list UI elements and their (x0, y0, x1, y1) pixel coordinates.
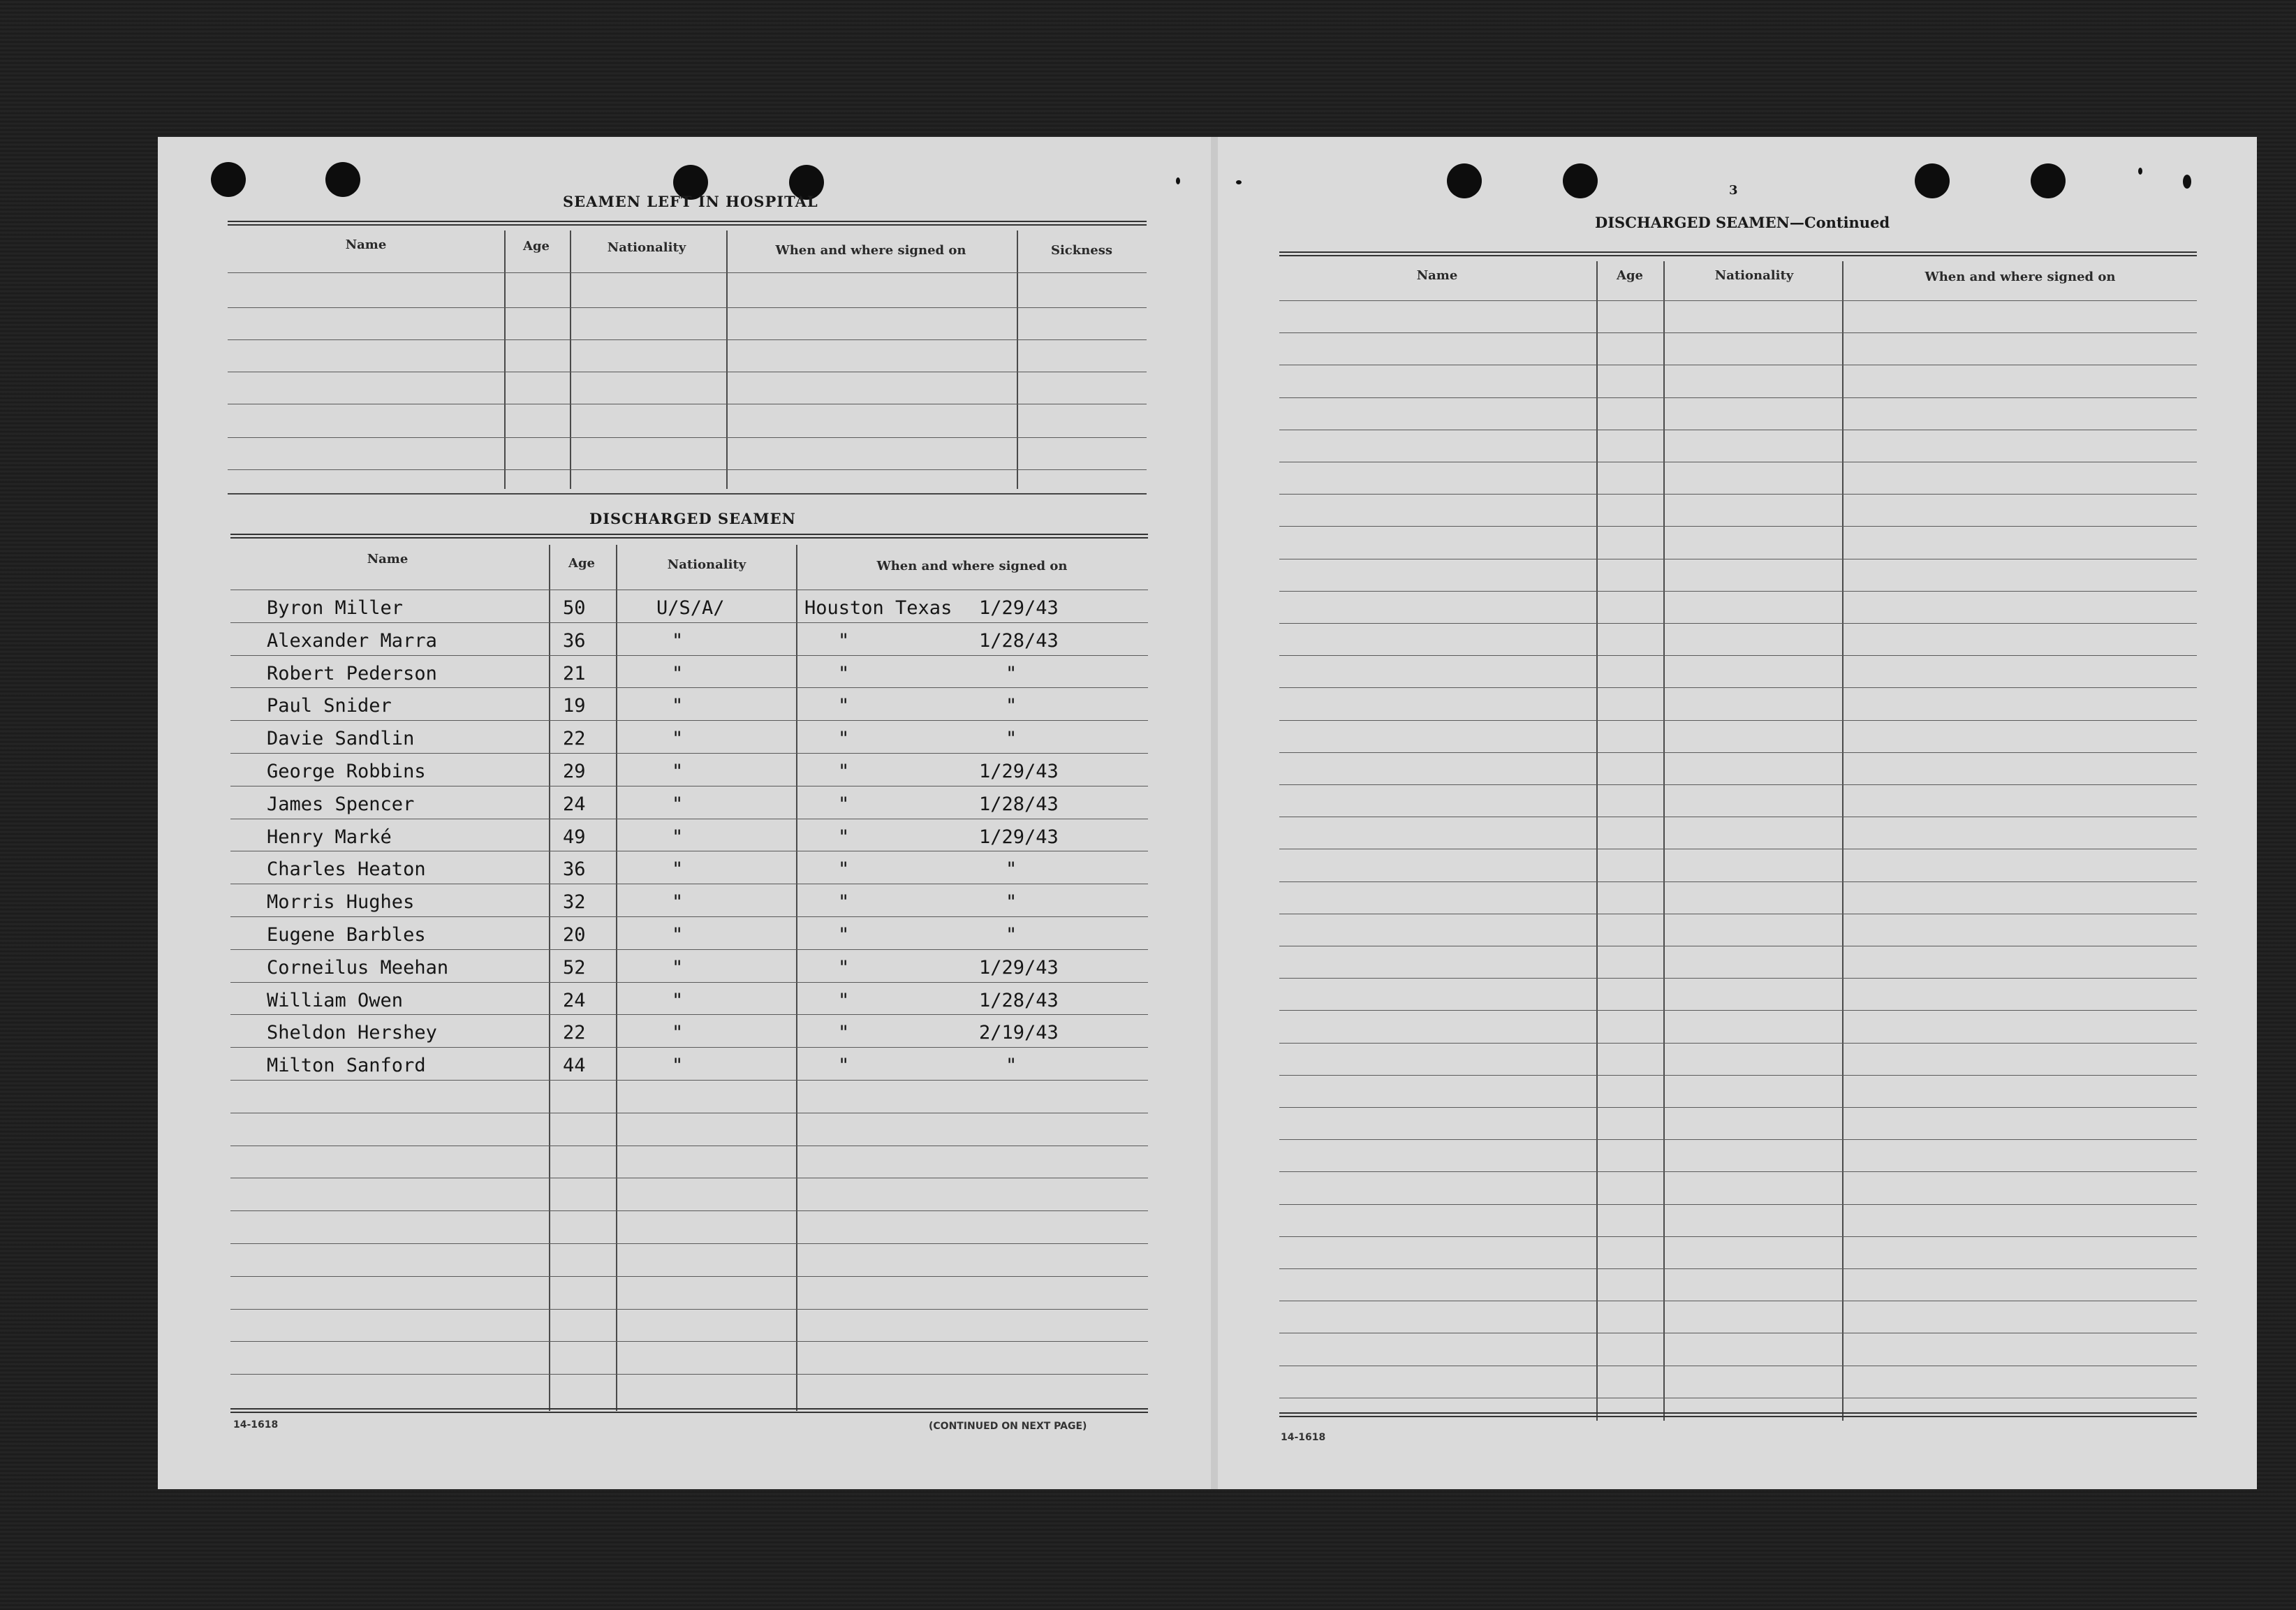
column-header-sickness: Sickness (1050, 243, 1113, 258)
page-fold (1211, 137, 1218, 1489)
row-rule (1279, 591, 2197, 592)
signed-on-place: " (838, 990, 850, 1011)
column-header-name: Name (1416, 268, 1458, 283)
signed-on-date: " (1006, 695, 1017, 717)
signed-on-place: Houston Texas (804, 597, 952, 619)
seaman-nationality: U/S/A/ (656, 597, 725, 619)
speck (1176, 177, 1180, 184)
signed-on-date: 1/29/43 (979, 761, 1059, 782)
row-rule (1279, 332, 2197, 333)
column-divider (726, 230, 728, 489)
seaman-name: Robert Pederson (267, 663, 437, 685)
discharged-section-title: DISCHARGED SEAMEN (589, 510, 796, 527)
table-rule (228, 221, 1147, 226)
column-header-nationality: Nationality (667, 557, 746, 572)
column-header-signed-on: When and where signed on (1925, 270, 2116, 284)
signed-on-place: " (838, 826, 850, 848)
seaman-age: 21 (563, 663, 586, 685)
signed-on-place: " (838, 957, 850, 979)
row-rule (1279, 300, 2197, 301)
hospital-section-title: SEAMEN LEFT IN HOSPITAL (563, 193, 818, 210)
row-rule (230, 1014, 1148, 1015)
seaman-name: Henry Marké (267, 826, 392, 848)
row-rule (1279, 1268, 2197, 1269)
table-rule (1279, 251, 2197, 256)
seaman-nationality: " (672, 728, 684, 749)
seaman-name: Paul Snider (267, 695, 392, 717)
row-rule (1279, 752, 2197, 753)
seaman-name: Byron Miller (267, 597, 404, 619)
column-header-age: Age (568, 556, 595, 571)
row-rule (1279, 881, 2197, 882)
seaman-name: Alexander Marra (267, 630, 437, 652)
row-rule (1279, 526, 2197, 527)
row-rule (230, 916, 1148, 917)
table-rule (1279, 1412, 2197, 1417)
seaman-nationality: " (672, 663, 684, 685)
continued-note: (CONTINUED ON NEXT PAGE) (929, 1421, 1087, 1432)
row-rule (1279, 784, 2197, 785)
signed-on-date: " (1006, 728, 1017, 749)
row-rule (230, 1243, 1148, 1244)
seaman-nationality: " (672, 924, 684, 946)
signed-on-place: " (838, 858, 850, 880)
signed-on-place: " (838, 728, 850, 749)
speck (2183, 175, 2191, 189)
seaman-age: 29 (563, 761, 586, 782)
seaman-name: Morris Hughes (267, 891, 415, 913)
row-rule (228, 493, 1147, 495)
column-divider (1842, 261, 1844, 1421)
punch-hole (211, 162, 246, 197)
row-rule (228, 272, 1147, 273)
column-header-age: Age (1616, 268, 1643, 283)
row-rule (230, 720, 1148, 721)
seaman-age: 22 (563, 1022, 586, 1044)
table-rule (230, 534, 1148, 539)
seaman-age: 36 (563, 630, 586, 652)
column-divider (616, 545, 617, 1411)
row-rule (1279, 1139, 2197, 1140)
seaman-name: William Owen (267, 990, 404, 1011)
seaman-age: 22 (563, 728, 586, 749)
row-rule (230, 1309, 1148, 1310)
signed-on-date: 1/29/43 (979, 597, 1059, 619)
signed-on-place: " (838, 891, 850, 913)
row-rule (1279, 623, 2197, 624)
row-rule (228, 307, 1147, 308)
signed-on-place: " (838, 761, 850, 782)
seaman-name: Sheldon Hershey (267, 1022, 437, 1044)
row-rule (230, 982, 1148, 983)
row-rule (230, 1341, 1148, 1342)
seaman-age: 24 (563, 793, 586, 815)
seaman-nationality: " (672, 957, 684, 979)
seaman-age: 19 (563, 695, 586, 717)
form-number: 14-1618 (233, 1419, 279, 1430)
row-rule (1279, 1010, 2197, 1011)
signed-on-date: " (1006, 858, 1017, 880)
seaman-nationality: " (672, 695, 684, 717)
row-rule (228, 339, 1147, 340)
signed-on-date: " (1006, 663, 1017, 685)
signed-on-place: " (838, 1022, 850, 1044)
signed-on-date: 1/28/43 (979, 630, 1059, 652)
seaman-name: George Robbins (267, 761, 426, 782)
seaman-nationality: " (672, 761, 684, 782)
row-rule (230, 655, 1148, 656)
punch-hole (1563, 163, 1598, 198)
column-divider (549, 545, 550, 1411)
seaman-name: James Spencer (267, 793, 415, 815)
row-rule (230, 1210, 1148, 1211)
seaman-name: Corneilus Meehan (267, 957, 449, 979)
seaman-age: 50 (563, 597, 586, 619)
seaman-name: Milton Sanford (267, 1055, 426, 1076)
seaman-name: Charles Heaton (267, 858, 426, 880)
punch-hole (1915, 163, 1950, 198)
row-rule (228, 437, 1147, 438)
column-header-name: Name (345, 237, 387, 252)
punch-hole (2031, 163, 2066, 198)
row-rule (1279, 720, 2197, 721)
punch-hole (325, 162, 360, 197)
column-header-nationality: Nationality (607, 240, 686, 255)
seaman-age: 24 (563, 990, 586, 1011)
seaman-nationality: " (672, 793, 684, 815)
speck (1236, 180, 1242, 184)
signed-on-date: " (1006, 924, 1017, 946)
signed-on-date: " (1006, 1055, 1017, 1076)
signed-on-date: 1/29/43 (979, 826, 1059, 848)
signed-on-place: " (838, 793, 850, 815)
column-divider (1017, 230, 1018, 489)
seaman-age: 49 (563, 826, 586, 848)
row-rule (1279, 1171, 2197, 1172)
row-rule (1279, 1043, 2197, 1044)
signed-on-place: " (838, 630, 850, 652)
speck (2138, 168, 2142, 175)
row-rule (230, 1080, 1148, 1081)
row-rule (1279, 687, 2197, 688)
form-number: 14-1618 (1281, 1432, 1326, 1443)
seaman-nationality: " (672, 858, 684, 880)
seaman-age: 52 (563, 957, 586, 979)
row-rule (230, 1047, 1148, 1048)
seaman-nationality: " (672, 1022, 684, 1044)
row-rule (230, 687, 1148, 688)
row-rule (1279, 494, 2197, 495)
seaman-nationality: " (672, 826, 684, 848)
page-number: 3 (1729, 183, 1739, 198)
column-divider (570, 230, 571, 489)
column-divider (796, 545, 797, 1411)
seaman-nationality: " (672, 1055, 684, 1076)
signed-on-date: " (1006, 891, 1017, 913)
column-header-name: Name (367, 552, 409, 566)
seaman-nationality: " (672, 891, 684, 913)
column-header-signed-on: When and where signed on (775, 243, 966, 258)
row-rule (1279, 1075, 2197, 1076)
signed-on-date: 2/19/43 (979, 1022, 1059, 1044)
column-header-signed-on: When and where signed on (876, 559, 1068, 573)
punch-hole (1447, 163, 1482, 198)
row-rule (1279, 397, 2197, 398)
row-rule (230, 949, 1148, 950)
signed-on-place: " (838, 1055, 850, 1076)
row-rule (1279, 655, 2197, 656)
row-rule (1279, 1107, 2197, 1108)
column-header-age: Age (522, 239, 550, 254)
row-rule (1279, 1236, 2197, 1237)
row-rule (230, 622, 1148, 623)
row-rule (1279, 978, 2197, 979)
signed-on-date: 1/28/43 (979, 793, 1059, 815)
column-divider (1596, 261, 1598, 1421)
column-divider (504, 230, 506, 489)
seaman-age: 36 (563, 858, 586, 880)
signed-on-date: 1/29/43 (979, 957, 1059, 979)
seaman-age: 20 (563, 924, 586, 946)
row-rule (1279, 1204, 2197, 1205)
row-rule (230, 753, 1148, 754)
row-rule (230, 1374, 1148, 1375)
seaman-name: Eugene Barbles (267, 924, 426, 946)
seaman-age: 32 (563, 891, 586, 913)
row-rule (228, 469, 1147, 470)
signed-on-place: " (838, 695, 850, 717)
right-page (1218, 137, 2257, 1489)
column-divider (1663, 261, 1665, 1421)
signed-on-place: " (838, 663, 850, 685)
seaman-nationality: " (672, 630, 684, 652)
seaman-nationality: " (672, 990, 684, 1011)
row-rule (230, 1276, 1148, 1277)
signed-on-date: 1/28/43 (979, 990, 1059, 1011)
column-header-nationality: Nationality (1714, 268, 1794, 283)
seaman-age: 44 (563, 1055, 586, 1076)
seaman-name: Davie Sandlin (267, 728, 415, 749)
right-section-title: DISCHARGED SEAMEN—Continued (1595, 214, 1890, 231)
signed-on-place: " (838, 924, 850, 946)
table-rule (230, 1408, 1148, 1413)
